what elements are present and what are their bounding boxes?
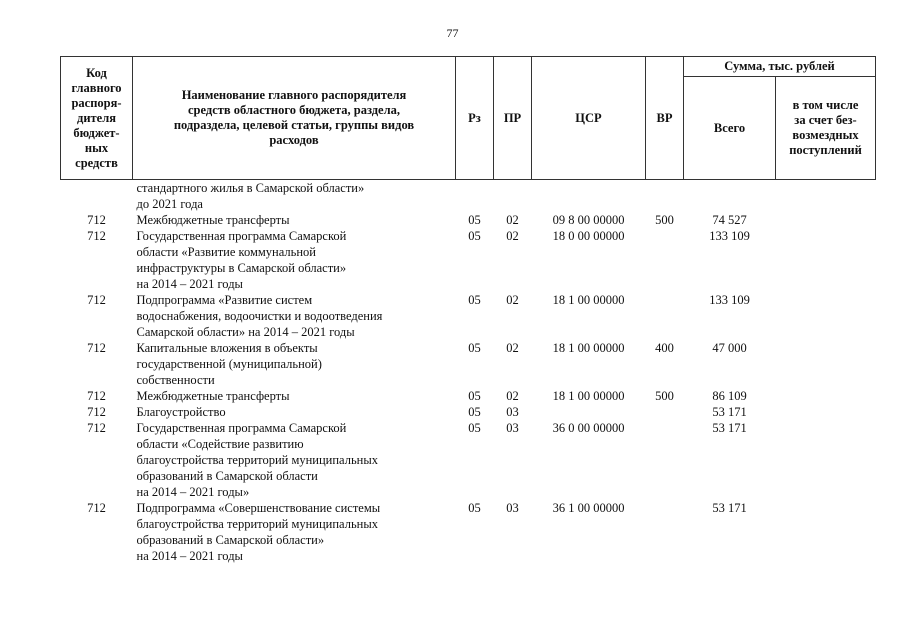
name-line: инфраструктуры в Самарской области»: [136, 261, 347, 275]
cell-total: [684, 180, 776, 213]
header-line: подраздела, целевой статьи, группы видов: [173, 118, 415, 132]
table-row: [61, 228, 876, 292]
cell-free: [776, 228, 876, 292]
name-line: на 2014 – 2021 годы: [136, 549, 243, 563]
name-line: до 2021 года: [136, 197, 203, 211]
cell-pr: 03: [506, 405, 519, 419]
cell-csr: 36 0 00 00000: [552, 421, 625, 435]
name-line: водоснабжения, водоочистки и водоотведения: [136, 309, 383, 323]
name-line: образований в Самарской области»: [136, 533, 325, 547]
cell-vr: [646, 228, 684, 292]
cell-rz: 05: [468, 229, 481, 243]
header-line: ных: [84, 140, 109, 155]
cell-rz: 05: [468, 293, 481, 307]
cell-free: [776, 404, 876, 420]
cell-pr: 02: [506, 341, 519, 355]
header-line: возмездных: [792, 128, 859, 142]
header-name: [133, 57, 456, 180]
cell-vr: [646, 404, 684, 420]
budget-table: [60, 56, 876, 564]
cell-name: [133, 388, 456, 404]
name-line: Межбюджетные трансферты: [136, 389, 290, 403]
cell-pr: 02: [506, 389, 519, 403]
cell-free: [776, 180, 876, 213]
cell-code: 712: [87, 501, 106, 515]
cell-rz: 05: [468, 389, 481, 403]
header-line: Код: [86, 65, 107, 80]
name-line: на 2014 – 2021 годы: [136, 277, 243, 291]
cell-code: 712: [87, 229, 106, 243]
header-csr: ЦСР: [532, 57, 646, 180]
cell-free: [776, 340, 876, 388]
cell-code: 712: [87, 213, 106, 227]
cell-name: [133, 420, 456, 500]
header-total: Всего: [684, 77, 776, 180]
cell-free: [776, 388, 876, 404]
name-line: Капитальные вложения в объекты: [136, 341, 318, 355]
cell-csr: 18 1 00 00000: [552, 293, 625, 307]
header-free: [776, 77, 876, 180]
table-body: [61, 180, 876, 565]
cell-csr: 18 0 00 00000: [552, 229, 625, 243]
cell-name: [133, 340, 456, 388]
cell-name: [133, 404, 456, 420]
header-line: распоря-: [71, 95, 122, 110]
page-number: 77: [446, 26, 459, 40]
cell-csr: 18 1 00 00000: [552, 389, 625, 403]
name-line: Подпрограмма «Совершенствование системы: [136, 501, 381, 515]
cell-vr: [646, 420, 684, 500]
name-line: Государственная программа Самарской: [136, 421, 347, 435]
cell-total: 53 171: [712, 405, 747, 419]
cell-rz: 05: [468, 341, 481, 355]
cell-pr: [494, 180, 532, 213]
cell-code: 712: [87, 389, 106, 403]
name-line: Благоустройство: [136, 405, 226, 419]
cell-csr: [532, 180, 646, 213]
header-sum: Сумма, тыс. рублей: [684, 57, 876, 77]
cell-rz: 05: [468, 213, 481, 227]
cell-code: [61, 180, 133, 213]
cell-name: [133, 228, 456, 292]
cell-vr: [646, 292, 684, 340]
cell-csr: 09 8 00 00000: [552, 213, 625, 227]
name-line: Подпрограмма «Развитие систем: [136, 293, 313, 307]
cell-total: 86 109: [712, 389, 747, 403]
name-line: области «Содействие развитию: [136, 437, 304, 451]
cell-csr: 18 1 00 00000: [552, 341, 625, 355]
header-pr: ПР: [494, 57, 532, 180]
cell-free: [776, 420, 876, 500]
name-line: собственности: [136, 373, 215, 387]
header-line: Наименование главного распорядителя: [181, 88, 407, 102]
header-line: в том числе: [792, 98, 859, 112]
cell-pr: 03: [506, 421, 519, 435]
header-line: дителя: [77, 110, 116, 125]
cell-total: 74 527: [712, 213, 747, 227]
cell-free: [776, 500, 876, 564]
cell-csr: 36 1 00 00000: [552, 501, 625, 515]
name-line: Государственная программа Самарской: [136, 229, 347, 243]
cell-total: 133 109: [709, 229, 750, 243]
cell-pr: 02: [506, 229, 519, 243]
table-row: [61, 292, 876, 340]
header-line: за счет без-: [794, 113, 857, 127]
name-line: Самарской области» на 2014 – 2021 годы: [136, 325, 355, 339]
name-line: области «Развитие коммунальной: [136, 245, 316, 259]
name-line: государственной (муниципальной): [136, 357, 322, 371]
cell-free: [776, 292, 876, 340]
header-line: поступлений: [789, 143, 862, 157]
table-header: [61, 57, 876, 180]
cell-name: [133, 212, 456, 228]
name-line: благоустройства территорий муниципальных: [136, 517, 378, 531]
cell-rz: 05: [468, 501, 481, 515]
cell-code: 712: [87, 293, 106, 307]
header-line: главного: [71, 80, 122, 95]
cell-total: 53 171: [712, 501, 747, 515]
header-line: бюджет-: [73, 125, 120, 140]
header-rz: Рз: [456, 57, 494, 180]
table-row: [61, 212, 876, 228]
cell-total: 53 171: [712, 421, 747, 435]
cell-code: 712: [87, 405, 106, 419]
name-line: Межбюджетные трансферты: [136, 213, 290, 227]
header-line: расходов: [269, 133, 319, 147]
table-row: [61, 180, 876, 213]
cell-pr: 02: [506, 293, 519, 307]
cell-vr: 500: [655, 213, 674, 227]
cell-rz: 05: [468, 421, 481, 435]
cell-csr: [532, 404, 646, 420]
cell-pr: 02: [506, 213, 519, 227]
table-row: [61, 388, 876, 404]
cell-code: 712: [87, 341, 106, 355]
table-row: [61, 404, 876, 420]
cell-code: 712: [87, 421, 106, 435]
header-code: [61, 57, 133, 180]
cell-total: 133 109: [709, 293, 750, 307]
header-line: средств областного бюджета, раздела,: [187, 103, 400, 117]
cell-pr: 03: [506, 501, 519, 515]
cell-vr: 500: [655, 389, 674, 403]
cell-vr: [646, 180, 684, 213]
table-row: [61, 340, 876, 388]
cell-vr: [646, 500, 684, 564]
cell-name: [133, 500, 456, 564]
cell-total: 47 000: [712, 341, 747, 355]
cell-rz: [456, 180, 494, 213]
name-line: образований в Самарской области: [136, 469, 318, 483]
name-line: стандартного жилья в Самарской области»: [136, 181, 365, 195]
cell-free: [776, 212, 876, 228]
cell-rz: 05: [468, 405, 481, 419]
table-row: [61, 500, 876, 564]
cell-name: [133, 180, 456, 213]
header-line: средств: [75, 155, 118, 170]
name-line: благоустройства территорий муниципальных: [136, 453, 378, 467]
cell-name: [133, 292, 456, 340]
cell-vr: 400: [655, 341, 674, 355]
table-row: [61, 420, 876, 500]
header-vr: ВР: [646, 57, 684, 180]
name-line: на 2014 – 2021 годы»: [136, 485, 250, 499]
